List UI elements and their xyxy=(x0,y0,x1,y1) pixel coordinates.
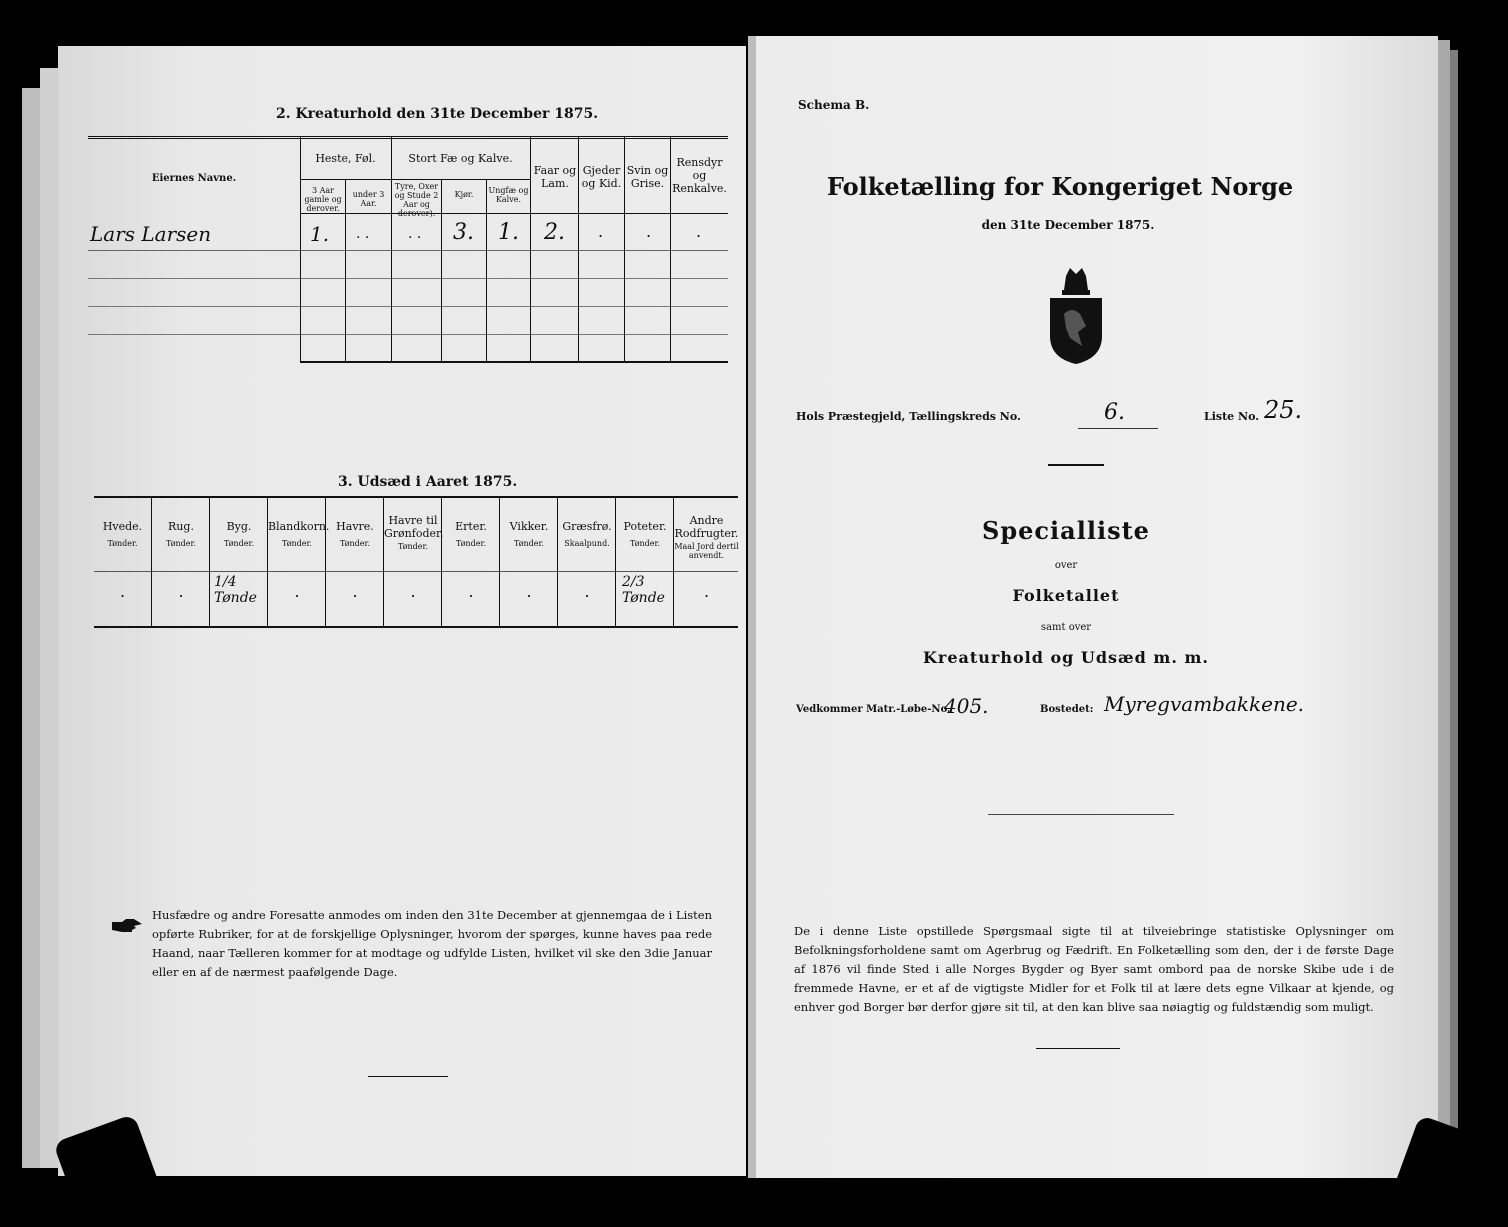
matr-label: Vedkommer Matr.-Løbe-No. xyxy=(796,704,951,715)
notice-text: Husfædre og andre Foresatte anmodes om inden den 31te December at gjennemgaa de i Listen opførte Rubriker, for at de forskjellige Oplysninger, hvorom der spørges, kunne haves paa rede Haand, naar Tælleren kommer for at modtage og udfylde Listen, hvilket vil ske den 3die Januar eller en af de nærmest paafølgende Dage. xyxy=(152,908,712,979)
col-owner-header: Eiernes Navne. xyxy=(151,173,237,184)
list-label: Liste No. xyxy=(1204,410,1260,423)
seed-col-name: Havre. xyxy=(336,520,374,533)
parish-label: Hols Præstegjeld, Tællingskreds No. xyxy=(796,410,1021,423)
col-sheep-header: Faar og Lam. xyxy=(533,164,577,190)
horses-b-value: . . xyxy=(356,226,370,242)
district-number: 6. xyxy=(1104,400,1125,425)
col-cattle-b-header: Kjør. xyxy=(454,190,474,199)
main-title: Folketælling for Kongeriget Norge xyxy=(826,172,1294,201)
pointing-hand-icon xyxy=(112,918,142,932)
folketallet-text: Folketallet xyxy=(1012,586,1120,605)
blank-rule xyxy=(988,814,1174,815)
t3-bottom-rule xyxy=(94,626,738,628)
seed-col xyxy=(383,498,442,626)
pigs-value: . xyxy=(646,222,652,241)
seed-col-name: Byg. xyxy=(226,520,252,533)
over-text: over xyxy=(1054,560,1078,571)
schema-label: Schema B. xyxy=(798,98,870,112)
seed-value: . xyxy=(468,582,474,601)
seed-col xyxy=(615,498,674,626)
seed-col-unit: Tønder. xyxy=(281,539,313,548)
seed-col xyxy=(267,498,330,626)
seed-col xyxy=(209,498,268,626)
seed-col-unit: Tønder. xyxy=(339,539,371,548)
col-cattle-c-header: Ungfæ og Kalve. xyxy=(488,186,529,204)
col-horses-header: Heste, Føl. xyxy=(315,152,376,165)
seed-col xyxy=(499,498,558,626)
sheep-value: 2. xyxy=(544,220,565,245)
right-page xyxy=(748,36,1438,1178)
seed-col-name: Hvede. xyxy=(102,520,143,533)
date-line: den 31te December 1875. xyxy=(981,218,1155,232)
seed-col-unit: Tønder. xyxy=(165,539,197,548)
page-stack-edge-right xyxy=(1438,40,1450,1160)
seed-col-name: Erter. xyxy=(455,520,487,533)
seed-col xyxy=(94,498,151,626)
t2-vline xyxy=(391,136,392,362)
t2-vline xyxy=(441,179,442,362)
t2-bottom-rule xyxy=(300,361,728,363)
seed-col-name: Andre Rodfrugter. xyxy=(674,514,739,540)
seed-value: . xyxy=(410,582,416,601)
seed-value: 1/4 Tønde xyxy=(214,574,257,606)
col-pigs-header: Svin og Grise. xyxy=(626,164,669,190)
samt-over-text: samt over xyxy=(1040,622,1092,633)
col-cattle-a-header: Tyre, Oxer og Stude 2 Aar og derover). xyxy=(394,182,439,218)
section3-title: 3. Udsæd i Aaret 1875. xyxy=(338,474,518,490)
t2-vline xyxy=(530,136,531,362)
seed-value: . xyxy=(584,582,590,601)
place-label: Bostedet: xyxy=(1040,704,1094,715)
seed-value: . xyxy=(294,582,300,601)
seed-col-unit: Tønder. xyxy=(513,539,545,548)
coat-of-arms-icon xyxy=(1046,266,1106,366)
right-end-rule xyxy=(1036,1048,1120,1049)
t2-vline xyxy=(300,136,301,362)
col-horses-a-header: 3 Aar gamle og derover. xyxy=(304,186,342,213)
seed-value: . xyxy=(119,582,126,601)
col-goats-header: Gjeder og Kid. xyxy=(581,164,622,190)
reindeer-value: . xyxy=(696,222,702,241)
seed-col-unit: Tønder. xyxy=(629,539,661,548)
page-stack-edge-right-2 xyxy=(1450,50,1458,1150)
cattle-c-value: 1. xyxy=(498,220,519,245)
t2-header-rule xyxy=(300,213,728,214)
seed-col xyxy=(151,498,210,626)
seed-table xyxy=(94,498,738,626)
col-horses-b-header: under 3 Aar. xyxy=(352,190,385,208)
seed-col-name: Poteter. xyxy=(623,520,667,533)
seed-col-unit: Tønder. xyxy=(455,539,487,548)
t2-row-rule-4 xyxy=(88,334,728,335)
seed-col-unit: Maal Jord dertil anvendt. xyxy=(674,542,739,560)
t2-subheader-rule xyxy=(300,179,530,180)
seed-col-name: Havre til Grønfoder. xyxy=(384,514,444,540)
horses-a-value: 1. xyxy=(310,222,330,246)
section2-title: 2. Kreaturhold den 31te December 1875. xyxy=(276,106,599,122)
seed-col xyxy=(441,498,500,626)
left-page xyxy=(58,46,746,1176)
seed-col-unit: Tønder. xyxy=(107,539,138,548)
seed-value: . xyxy=(178,582,184,601)
seed-col-name: Blandkorn. xyxy=(268,520,330,533)
seed-col-name: Vikker. xyxy=(509,520,549,533)
col-cattle-header: Stort Fæ og Kalve. xyxy=(408,152,513,165)
cattle-a-value: . . xyxy=(408,226,422,242)
seed-col-name: Rug. xyxy=(168,520,194,533)
t2-top-rule-2 xyxy=(88,138,728,139)
col-reindeer-header: Rensdyr og Renkalve. xyxy=(672,156,727,195)
owner-name: Lars Larsen xyxy=(90,222,212,246)
seed-col-name: Græsfrø. xyxy=(562,520,612,533)
list-number: 25. xyxy=(1264,396,1303,424)
gutter-shadow xyxy=(748,36,756,1178)
seed-col xyxy=(673,498,739,626)
goats-value: . xyxy=(598,222,604,241)
seed-col xyxy=(325,498,384,626)
seed-col-unit: Skaalpund. xyxy=(564,539,610,548)
cattle-b-value: 3. xyxy=(453,220,474,245)
seed-value: 2/3 Tønde xyxy=(622,574,665,606)
seed-value: . xyxy=(703,582,710,601)
t2-row-rule xyxy=(88,250,728,251)
seed-col-unit: Tønder. xyxy=(223,539,255,548)
t2-row-rule-3 xyxy=(88,306,728,307)
seed-value: . xyxy=(352,582,358,601)
footer-text: De i denne Liste opstillede Spørgsmaal sigte til at tilveiebringe statistiske Oplysninger om Befolkningsforholdene samt om Agerbrug og Fædrift. En Folketælling som den, der i de første Dage af 1876 vil finde Sted i alle Norges Bygder og Byer samt ombord paa de norske Skibe ude i de fremmede Havne, er et af de vigtigste Midler for et Folk til at lære dets egne Vilkaar at kjende, og enhver god Borger bør derfor gjøre sit til, at den kan blive saa nøiagtig og fuldstændig som muligt. xyxy=(794,924,1394,1014)
seed-col xyxy=(557,498,616,626)
place-name: Myregvambakkene. xyxy=(1104,692,1305,716)
special-title: Specialliste xyxy=(982,516,1150,545)
short-rule xyxy=(1048,464,1104,466)
left-end-rule xyxy=(368,1076,448,1077)
t2-vline xyxy=(486,179,487,362)
matr-number: 405. xyxy=(944,694,989,718)
seed-value: . xyxy=(526,582,532,601)
t2-row-rule-2 xyxy=(88,278,728,279)
district-underline xyxy=(1078,428,1158,429)
seed-col-unit: Tønder. xyxy=(397,542,429,551)
livestock-title: Kreaturhold og Udsæd m. m. xyxy=(923,648,1209,667)
t2-top-rule xyxy=(88,136,728,137)
